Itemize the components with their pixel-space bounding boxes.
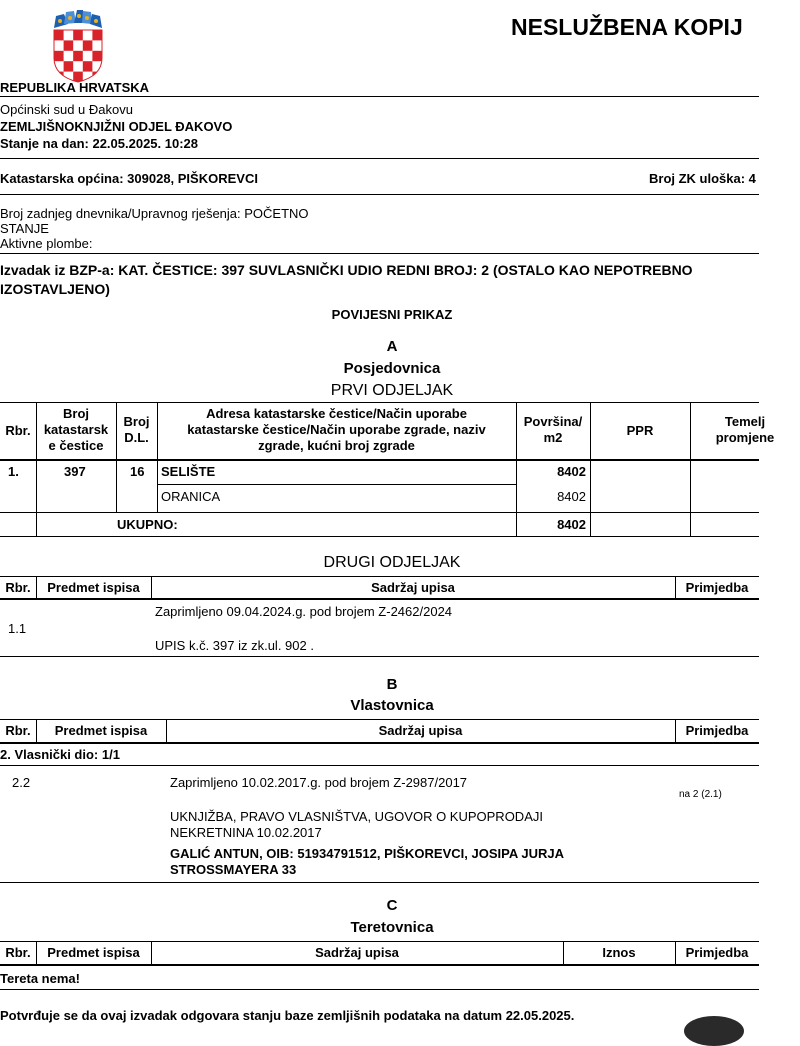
table-border xyxy=(0,719,759,720)
table-cell: 1. xyxy=(8,464,19,479)
col-parcel-line: Broj xyxy=(63,406,89,421)
entry-received: Zaprimljeno 10.02.2017.g. pod brojem Z-2987/2017 xyxy=(170,775,468,790)
col-rbr: Rbr. xyxy=(5,723,31,738)
entry-content: UKNJIŽBA, PRAVO VLASNIŠTVA, UGOVOR O KUPOPRODAJI xyxy=(170,809,543,824)
table-border xyxy=(0,598,759,600)
col-ppr: PPR xyxy=(626,423,654,438)
cadastral-municipality: Katastarska općina: 309028, PIŠKOREVCI xyxy=(0,171,258,186)
court-name: Općinski sud u Đakovu xyxy=(0,102,133,117)
zk-insert-number: Broj ZK uloška: 4 xyxy=(649,171,756,186)
divider xyxy=(0,656,759,657)
col-content: Sadržaj upisa xyxy=(315,945,399,960)
table-border xyxy=(0,402,759,403)
col-address-line: katastarske čestice/Način uporabe zgrade, naziv xyxy=(187,422,486,437)
table-cell: 16 xyxy=(130,464,145,479)
section-c-title: Teretovnica xyxy=(350,919,434,936)
active-seals: Aktivne plombe: xyxy=(0,236,93,251)
col-rbr: Rbr. xyxy=(5,945,31,960)
watermark-title: NESLUŽBENA KOPIJ xyxy=(511,14,743,40)
confirmation-text: Potvrđuje se da ovaj izvadak odgovara stanju baze zemljišnih podataka na datum 22.05.2025. xyxy=(0,1008,575,1023)
section-b-title: Vlastovnica xyxy=(350,697,434,714)
journal-number-cont: STANJE xyxy=(0,221,49,236)
section-b-letter: B xyxy=(386,676,398,693)
col-area-line: Površina/ xyxy=(523,414,583,429)
divider xyxy=(0,253,759,254)
table-border xyxy=(0,941,759,942)
entry-content-cont: NEKRETNINA 10.02.2017 xyxy=(170,825,322,840)
section-c-letter: C xyxy=(386,897,398,914)
table-border xyxy=(0,742,759,744)
entry-content: UPIS k.č. 397 iz zk.ul. 902 . xyxy=(155,638,314,653)
col-amount: Iznos xyxy=(602,945,636,960)
col-basis xyxy=(690,414,800,446)
extract-title-cont: IZOSTAVLJENO) xyxy=(0,281,110,297)
col-subject: Predmet ispisa xyxy=(47,945,140,960)
part2-title: DRUGI ODJELJAK xyxy=(323,554,461,571)
divider xyxy=(0,765,759,766)
page-curl-shadow xyxy=(684,1016,744,1046)
entry-rbr: 2.2 xyxy=(12,775,31,790)
col-parcel-line: katastarsk xyxy=(43,422,109,437)
col-basis-line: promjene xyxy=(715,430,775,445)
table-border xyxy=(0,512,759,513)
journal-number: Broj zadnjeg dnevnika/Upravnog rješenja: POČETNO xyxy=(0,206,309,221)
col-content: Sadržaj upisa xyxy=(371,580,455,595)
col-subject: Predmet ispisa xyxy=(54,723,148,738)
divider xyxy=(0,158,759,159)
department-name: ZEMLJIŠNOKNJIŽNI ODJEL ĐAKOVO xyxy=(0,119,233,134)
table-cell: 8402 xyxy=(557,464,586,479)
table-border xyxy=(0,459,759,461)
coat-of-arms-icon xyxy=(50,10,106,82)
state-date: Stanje na dan: 22.05.2025. 10:28 xyxy=(0,136,198,151)
col-parcel-number xyxy=(36,406,116,454)
table-cell: 397 xyxy=(64,464,86,479)
col-address-line: Adresa katastarske čestice/Način uporabe xyxy=(206,406,467,421)
col-dl-line: D.L. xyxy=(124,430,149,445)
part1-title: PRVI ODJELJAK xyxy=(330,382,454,399)
total-label: UKUPNO: xyxy=(117,517,178,532)
table-border xyxy=(0,964,759,966)
col-parcel-line: e čestice xyxy=(48,438,104,453)
section-a-title: Posjedovnica xyxy=(343,360,441,377)
entry-note: na 2 (2.1) xyxy=(679,789,722,800)
col-rbr: Rbr. xyxy=(5,423,31,438)
table-border xyxy=(0,536,759,537)
col-address-line: zgrade, kućni broj zgrade xyxy=(258,438,415,453)
entry-rbr: 1.1 xyxy=(8,621,27,636)
row-divider xyxy=(157,484,516,485)
col-note: Primjedba xyxy=(685,945,749,960)
view-title: POVIJESNI PRIKAZ xyxy=(331,307,453,322)
no-encumbrances: Tereta nema! xyxy=(0,971,80,986)
col-rbr: Rbr. xyxy=(5,580,31,595)
extract-title: Izvadak iz BZP-a: KAT. ČESTICE: 397 SUVLASNIČKI UDIO REDNI BROJ: 2 (OSTALO KAO NEPOTREBNO xyxy=(0,262,693,278)
table-cell: SELIŠTE xyxy=(161,464,216,479)
col-address xyxy=(157,406,516,454)
entry-received: Zaprimljeno 09.04.2024.g. pod brojem Z-2462/2024 xyxy=(155,604,453,619)
col-area xyxy=(516,414,590,446)
divider xyxy=(0,194,759,195)
col-note: Primjedba xyxy=(685,723,749,738)
country-name: REPUBLIKA HRVATSKA xyxy=(0,80,150,95)
divider xyxy=(0,882,759,883)
table-cell: 8402 xyxy=(557,489,586,504)
col-note: Primjedba xyxy=(685,580,749,595)
owner-address: STROSSMAYERA 33 xyxy=(170,862,297,877)
col-dl-line: Broj xyxy=(123,414,150,429)
total-value: 8402 xyxy=(557,517,586,532)
col-subject: Predmet ispisa xyxy=(47,580,140,595)
table-cell: ORANICA xyxy=(161,489,221,504)
col-basis-line: Temelj xyxy=(724,414,766,429)
divider xyxy=(0,989,759,990)
col-dl xyxy=(116,414,157,446)
ownership-share: 2. Vlasnički dio: 1/1 xyxy=(0,747,120,762)
table-border xyxy=(0,576,759,577)
owner-name: GALIĆ ANTUN, OIB: 51934791512, PIŠKOREVCI, JOSIPA JURJA xyxy=(170,846,564,861)
divider xyxy=(0,96,759,97)
col-area-line: m2 xyxy=(543,430,563,445)
section-a-letter: A xyxy=(386,338,398,355)
col-content: Sadržaj upisa xyxy=(378,723,463,738)
